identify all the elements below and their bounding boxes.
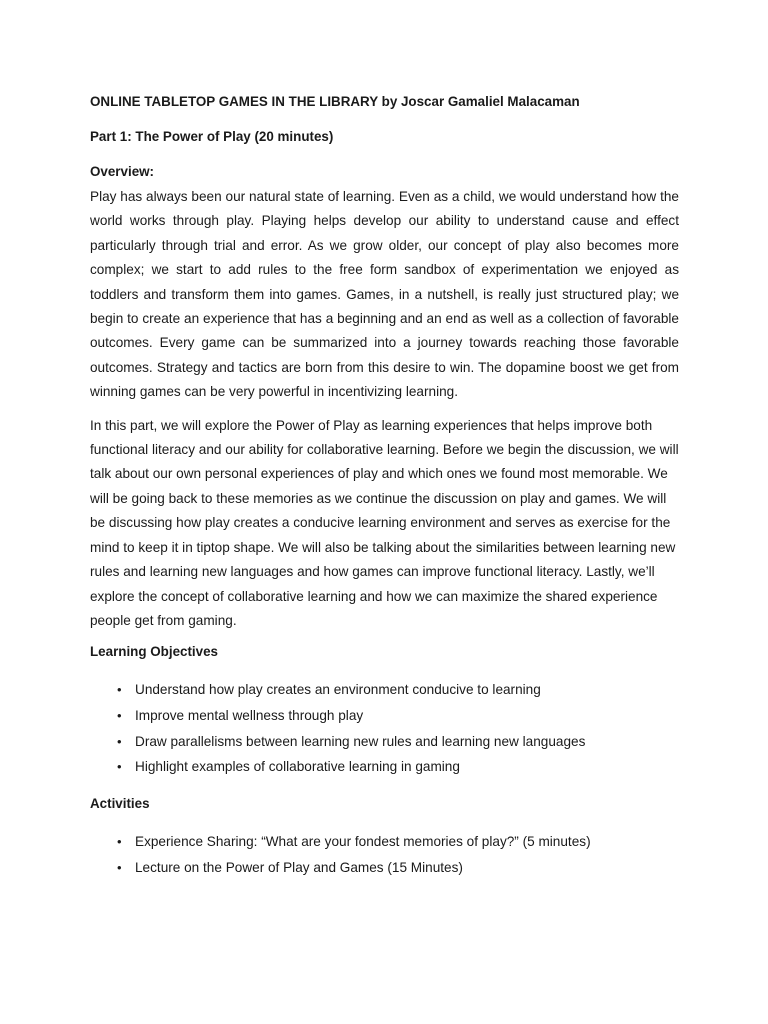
list-item (90, 729, 679, 755)
bullet-icon: • (117, 708, 122, 724)
document-title: ONLINE TABLETOP GAMES IN THE LIBRARY by Joscar Gamaliel Malacaman (90, 94, 580, 109)
bullet-icon: • (117, 859, 122, 875)
list-item (90, 677, 679, 703)
list-item-text: Highlight examples of collaborative learning in gaming (135, 759, 460, 775)
list-item (90, 829, 679, 855)
list-item (90, 754, 679, 780)
bullet-icon: • (117, 733, 122, 749)
list-item-text: Understand how play creates an environment conducive to learning (135, 682, 541, 698)
activities-list (90, 829, 679, 880)
bullet-icon: • (117, 759, 122, 775)
list-item-text: Draw parallelisms between learning new rules and learning new languages (135, 733, 586, 749)
overview-paragraph-1: Play has always been our natural state of learning. Even as a child, we would understand how the world works through play. Playing helps develop our ability to understand cause and effect particularly through trial and error. As we grow older, our concept of play also becomes more complex; we start to add rules to the free form sandbox of experimentation we enjoyed as toddlers and transform them into games. Games, in a nutshell, is really just structured play; we begin to create an experience that has a beginning and an end as well as a collection of favorable outcomes. Every game can be summarized into a journey towards reaching those favorable outcomes. Strategy and tactics are born from this desire to win. The dopamine boost we get from winning games can be very powerful in incentivizing learning. (90, 189, 679, 400)
overview-heading: Overview: (90, 164, 155, 179)
list-item-text: Improve mental wellness through play (135, 708, 364, 724)
bullet-icon: • (117, 834, 122, 850)
activities-heading: Activities (90, 796, 150, 812)
document-page (90, 92, 679, 895)
overview-paragraph-2: In this part, we will explore the Power of Play as learning experiences that helps improve both functional literacy and our ability for collaborative learning. Before we begin the discussion, we will talk about our own personal experiences of play and which ones we found most memorable. We will be going back to these memories as we continue the discussion on play and games. We will be discussing how play creates a conducive learning environment and serves as exercise for the mind to keep it in tiptop shape. We will also be talking about the similarities between learning new rules and learning new languages and how games can improve functional literacy. Lastly, we’ll explore the concept of collaborative learning and how we can maximize the shared experience people get from gaming. (90, 417, 679, 628)
learning-objectives-heading: Learning Objectives (90, 644, 218, 660)
list-item (90, 855, 679, 881)
bullet-icon: • (117, 682, 122, 698)
list-item (90, 703, 679, 729)
part-heading: Part 1: The Power of Play (20 minutes) (90, 129, 334, 144)
list-item-text: Lecture on the Power of Play and Games (15 Minutes) (135, 859, 463, 875)
list-item-text: Experience Sharing: “What are your fondest memories of play?” (5 minutes) (135, 834, 591, 850)
learning-objectives-list (90, 677, 679, 780)
